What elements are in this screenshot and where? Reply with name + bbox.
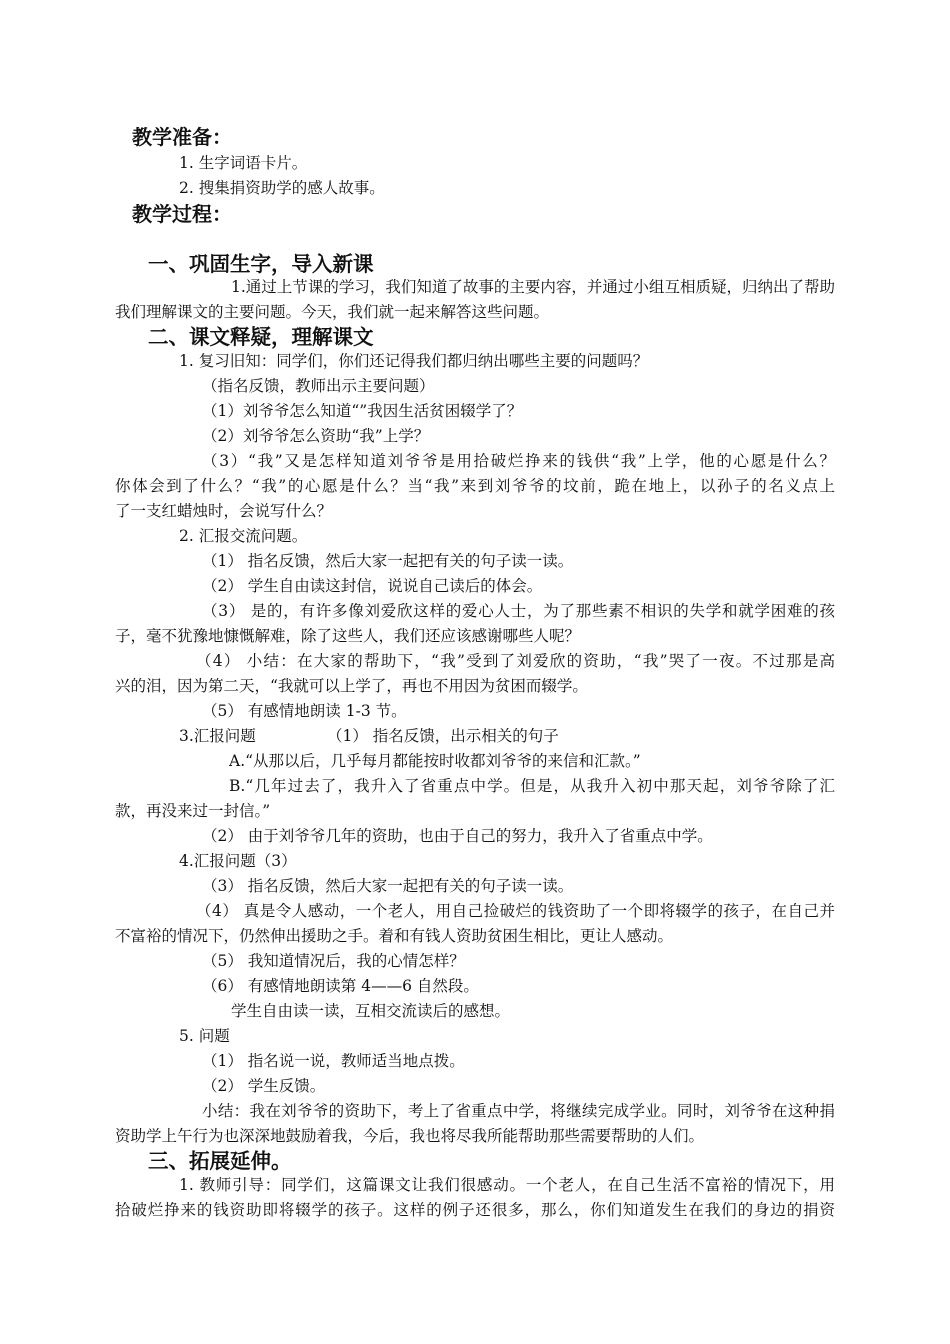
report-2-item-3-line: （3） 是的，有许多像刘爱欣这样的爱心人士，为了那些素不相识的失学和就学困难的孩 (202, 602, 835, 620)
report-4-item-6: （6） 有感情地朗读第 4——6 自然段。 (202, 977, 479, 995)
report-4-item-4-line: （4） 真是令人感动，一个老人，用自己捡破烂的钱资助了一个即将辍学的孩子，在自己并 (196, 902, 835, 920)
report-3-item-2: （2） 由于刘爷爷几年的资助，也由于自己的努力，我升入了省重点中学。 (202, 827, 713, 845)
question-3-line: 你体会到了什么？“我”的心愿是什么？当“我”来到刘爷爷的坟前，跪在地上，以孙子的名义点上 (115, 477, 835, 495)
quote-b-line: 款，再没来过一封信。” (115, 802, 271, 820)
prep-item-2: 2. 搜集捐资助学的感人故事。 (179, 179, 385, 197)
report-2-summary-line: 兴的泪，因为第二天，“我就可以上学了，再也不用因为贫困而辍学。 (115, 677, 588, 695)
report-4-item-5: （5） 我知道情况后，我的心情怎样？ (202, 952, 465, 970)
report-3-title: 3.汇报问题 (179, 727, 256, 745)
report-2-item-3-line: 子，毫不犹豫地慷慨解难，除了这些人，我们还应该感谢哪些人呢？ (115, 627, 581, 645)
report-2-title: 2. 汇报交流问题。 (179, 527, 308, 545)
section-2-heading: 二、课文释疑，理解课文 (148, 325, 374, 349)
feedback-note: （指名反馈，教师出示主要问题） (202, 377, 435, 395)
report-4-note: 学生自由读一读，互相交流读后的感想。 (231, 1002, 511, 1020)
question-3-line: 了一支红蜡烛时，会说写什么？ (115, 502, 333, 520)
section-1-heading: 一、巩固生字，导入新课 (148, 252, 374, 276)
report-2-item-1: （1） 指名反馈，然后大家一起把有关的句子读一读。 (202, 552, 574, 570)
report-2-item-2: （2） 学生自由读这封信，说说自己读后的体会。 (202, 577, 543, 595)
section-1-para-line: 1.通过上节课的学习，我们知道了故事的主要内容，并通过小组互相质疑，归纳出了帮助 (231, 278, 835, 296)
report-2-item-5: （5） 有感情地朗读 1-3 节。 (202, 702, 407, 720)
summary-line: 小结：我在刘爷爷的资助下，考上了省重点中学，将继续完成学业。同时，刘爷爷在这种捐 (202, 1102, 835, 1120)
summary-line: 资助学上午行为也深深地鼓励着我，今后，我也将尽我所能帮助那些需要帮助的人们。 (115, 1127, 705, 1145)
section-3-para-line: 1. 教师引导：同学们，这篇课文让我们很感动。一个老人，在自己生活不富裕的情况下，用 (179, 1176, 835, 1194)
section-1-para-line: 我们理解课文的主要问题。今天，我们就一起来解答这些问题。 (115, 303, 550, 321)
process-heading: 教学过程： (132, 202, 232, 226)
section-3-heading: 三、拓展延伸。 (148, 1149, 292, 1173)
question-5-title: 5. 问题 (179, 1027, 230, 1045)
prep-item-1: 1. 生字词语卡片。 (179, 154, 308, 172)
report-4-title: 4.汇报问题（3） (179, 852, 297, 870)
quote-a: A.“从那以后，几乎每月都能按时收都刘爷爷的来信和汇款。” (229, 752, 641, 770)
question-5-item-1: （1） 指名说一说，教师适当地点拨。 (202, 1052, 465, 1070)
report-2-summary-line: （4） 小结：在大家的帮助下，“我”受到了刘爱欣的资助，“我”哭了一夜。不过那是高 (196, 652, 835, 670)
quote-b-line: B.“几年过去了，我升入了省重点中学。但是，从我升入初中那天起，刘爷爷除了汇 (229, 777, 835, 795)
section-3-para-line: 拾破烂挣来的钱资助即将辍学的孩子。这样的例子还很多，那么，你们知道发生在我们的身边的捐资 (115, 1201, 835, 1219)
report-4-item-4-line: 不富裕的情况下，仍然伸出援助之手。着和有钱人资助贫困生相比，更让人感动。 (115, 927, 674, 945)
review-intro: 1. 复习旧知：同学们，你们还记得我们都归纳出哪些主要的问题吗？ (179, 352, 649, 370)
report-3-item-1: （1） 指名反馈，出示相关的句子 (327, 727, 559, 745)
question-1: （1）刘爷爷怎么知道“”我因生活贫困辍学了？ (202, 402, 523, 420)
question-3-line: （3）“我”又是怎样知道刘爷爷是用拾破烂挣来的钱供“我”上学，他的心愿是什么？ (202, 452, 835, 470)
report-4-item-3: （3） 指名反馈，然后大家一起把有关的句子读一读。 (202, 877, 574, 895)
question-5-item-2: （2） 学生反馈。 (202, 1077, 326, 1095)
prep-heading: 教学准备： (132, 125, 232, 149)
question-2: （2）刘爷爷怎么资助“我”上学？ (202, 427, 430, 445)
